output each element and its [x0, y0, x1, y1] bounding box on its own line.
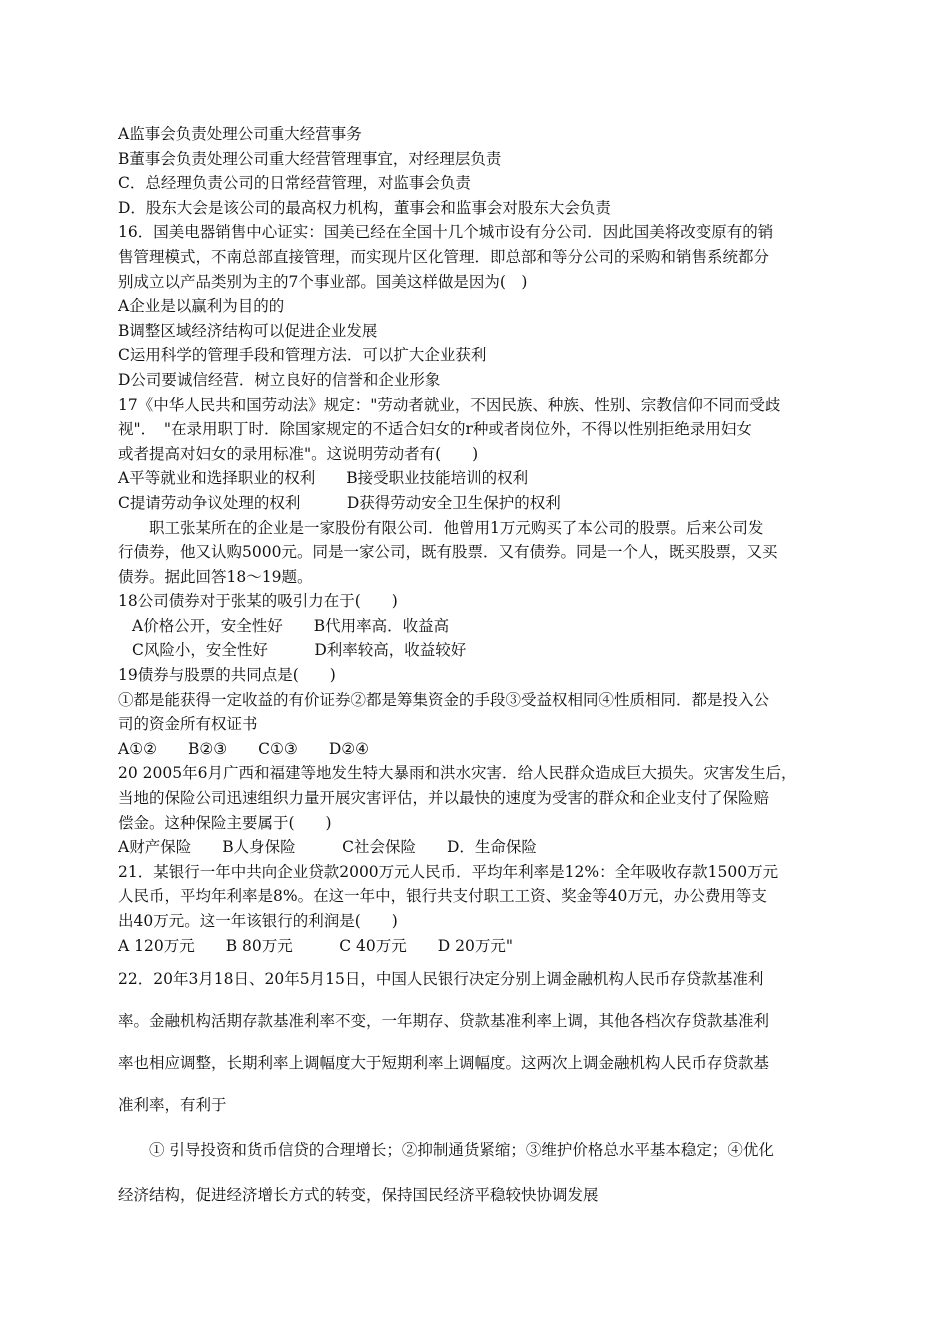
option-d-q16: D公司要诚信经营．树立良好的信誉和企业形象: [118, 370, 441, 389]
question-22-line-2: 率。金融机构活期存款基准利率不变，一年期存、贷款基准利率上调，其他各档次存贷款基准利: [118, 1012, 770, 1031]
options-ab-q18: A价格公开，安全性好 B代用率高．收益高: [132, 616, 450, 635]
option-a-q16: A企业是以赢利为目的的: [118, 297, 285, 316]
question-22-line-1: 22．20年3月18日、20年5月15日，中国人民银行决定分别上调金融机构人民币存贷款基准利: [118, 970, 764, 989]
question-19: 19债券与股票的共同点是( ): [118, 666, 336, 685]
options-q20: A财产保险 B人身保险 C社会保险 D．生命保险: [118, 838, 537, 857]
question-22-line-4: 准利率，有利于: [118, 1096, 227, 1115]
question-21-line-2: 人民币，平均年利率是8%。在这一年中，银行共支付职工工资、奖金等40万元，办公费用等支: [118, 887, 767, 906]
options-q19: A①② B②③ C①③ D②④: [118, 739, 370, 758]
question-22-statements-1: ① 引导投资和货币信贷的合理增长；②抑制通货紧缩；③维护价格总水平基本稳定；④优化: [149, 1141, 774, 1160]
question-19-statements-2: 司的资金所有权证书: [118, 715, 258, 734]
question-20-line-2: 当地的保险公司迅速组织力量开展灾害评估，并以最快的速度为受害的群众和企业支付了保险赔: [118, 789, 770, 808]
passage-line-2: 行债券，他又认购5000元。同是一家公司，既有股票．又有债券。同是一个人，既买股票，又买: [118, 543, 778, 562]
option-b-q16: B调整区域经济结构可以促进企业发展: [118, 321, 378, 340]
question-17-line-3: 或者提高对妇女的录用标准"。这说明劳动者有( ): [118, 444, 479, 463]
question-20-line-3: 偿金。这种保险主要属于( ): [118, 813, 332, 832]
document-page: [118, 122, 838, 1216]
passage-line-3: 债券。据此回答18～19题。: [118, 567, 313, 586]
options-ab-q17: A平等就业和选择职业的权利 B接受职业技能培训的权利: [118, 469, 529, 488]
question-18: 18公司债券对于张某的吸引力在于( ): [118, 592, 398, 611]
option-b-q15: B董事会负责处理公司重大经营管理事宜，对经理层负责: [118, 149, 502, 168]
options-cd-q17: C提请劳动争议处理的权利 D获得劳动安全卫生保护的权利: [118, 493, 561, 512]
question-17-line-1: 17《中华人民共和国劳动法》规定："劳动者就业，不因民族、种族、性别、宗教信仰不同而受歧: [118, 395, 781, 414]
question-16-line-3: 别成立以产品类别为主的7个事业部。国美这样做是因为( ): [118, 272, 528, 291]
question-16-line-1: 16．国美电器销售中心证实：国美已经在全国十几个城市设有分公司．因此国美将改变原有的销: [118, 223, 774, 242]
option-c-q15: C．总经理负责公司的日常经营管理，对监事会负责: [118, 174, 471, 193]
question-19-statements-1: ①都是能获得一定收益的有价证券②都是筹集资金的手段③受益权相同④性质相同．都是投入公: [118, 690, 770, 709]
question-22-statements-2: 经济结构，促进经济增长方式的转变，保持国民经济平稳较快协调发展: [118, 1186, 599, 1205]
question-21-line-1: 21．某银行一年中共向企业贷款2000万元人民币．平均年利率是12%：全年吸收存款1500万元: [118, 862, 779, 881]
question-22-line-3: 率也相应调整，长期利率上调幅度大于短期利率上调幅度。这两次上调金融机构人民币存贷款基: [118, 1054, 770, 1073]
option-d-q15: D．股东大会是该公司的最高权力机构，董事会和监事会对股东大会负责: [118, 198, 611, 217]
question-16-line-2: 售管理模式，不南总部直接管理，而实现片区化管理．即总部和等分公司的采购和销售系统都分: [118, 247, 770, 266]
options-q21: A 120万元 B 80万元 C 40万元 D 20万元": [118, 936, 513, 955]
option-a-q15: A监事会负责处理公司重大经营事务: [118, 125, 362, 143]
option-c-q16: C运用科学的管理手段和管理方法．可以扩大企业获利: [118, 346, 487, 365]
passage-line-1: 职工张某所在的企业是一家股份有限公司．他曾用1万元购买了本公司的股票。后来公司发: [149, 518, 764, 537]
question-20-line-1: 20 2005年6月广西和福建等地发生特大暴雨和洪水灾害．给人民群众造成巨大损失。灾害发生后，: [118, 764, 797, 783]
question-17-line-2: 视"． "在录用职丁时．除国家规定的不适合妇女的r种或者岗位外，不得以性别拒绝录用妇女: [118, 420, 752, 439]
question-21-line-3: 出40万元。这一年该银行的利润是( ): [118, 912, 398, 930]
options-cd-q18: C风险小，安全性好 D利率较高，收益较好: [132, 641, 467, 660]
